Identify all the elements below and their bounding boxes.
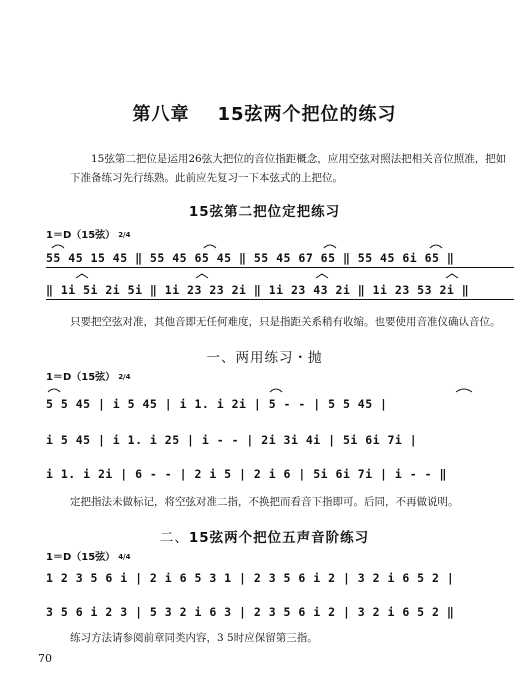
section1-note: 只要把空弦对准，其他音即无任何难度，只是指距关系稍有收缩。也要使用音准仪确认音位。 — [70, 316, 501, 328]
section2-row1-marks — [46, 384, 514, 394]
section3-meter: 4/4 — [118, 553, 131, 561]
section1-title: 15弦第二把位定把练习 — [188, 204, 341, 220]
section2-title: 一、两用练习・抛 — [206, 350, 323, 366]
section2-staff-row-2: i 5 45 | i 1. i 25 | i - - | 2i 3i 4i | 5i 6i 7i | — [46, 433, 418, 447]
section1-meter: 2/4 — [118, 231, 131, 239]
chapter-title — [0, 100, 529, 126]
section2-staff-row-3: i 1. i 2i | 6 - - | 2 i 5 | 2 i 6 | 5i 6i 7i | i - - ‖ — [46, 467, 447, 481]
section1-staff-row-2: ‖ 1i 5i 2i 5i ‖ 1i 23 23 2i ‖ 1i 23 43 2i ‖ 1i 23 53 2i ‖ — [46, 280, 514, 300]
section2-key: 1＝D（15弦） 2/4 — [46, 372, 131, 383]
section3-key: 1＝D（15弦） 4/4 — [46, 552, 131, 563]
ornament-marks — [46, 270, 514, 280]
page-number: 70 — [38, 652, 52, 665]
section1-staff-row-1: 55 45 15 45 ‖ 55 45 65 45 ‖ 55 45 67 65 ‖ 55 45 6i 65 ‖ — [46, 248, 514, 268]
section3-staff-row-2: 3 5 6 i 2 3 | 5 3 2 i 6 3 | 2 3 5 6 i 2 | 3 2 i 6 5 2 ‖ — [46, 605, 455, 619]
section2-meter: 2/4 — [118, 373, 131, 381]
section3-staff-row-1: 1 2 3 5 6 i | 2 i 6 5 3 1 | 2 3 5 6 i 2 | 3 2 i 6 5 2 | — [46, 571, 455, 585]
intro-paragraph: 15弦第二把位是运用26弦大把位的音位指距概念，应用空弦对照法把相关音位照准，把如下准备练习先行练熟。此前应先复习一下本弦式的上把位。 — [70, 153, 507, 184]
ornament-marks — [46, 384, 514, 394]
section1-key: 1＝D（15弦） 2/4 — [46, 230, 131, 241]
section3-note: 练习方法请参阅前章同类内容，3 5时应保留第三指。 — [70, 632, 318, 644]
chapter-title-text: 15弦两个把位的练习 — [217, 104, 397, 125]
section1-row2-marks — [46, 270, 514, 280]
section2-note: 定把指法未做标记，将空弦对准二指，不换把而看音下指即可。后同，不再做说明。 — [70, 496, 459, 508]
section3-title: 二、15弦两个把位五声音阶练习 — [159, 530, 370, 546]
chapter-number: 第八章 — [132, 104, 190, 125]
section2-staff-row-1: 5 5 45 | i 5 45 | i 1. i 2i | 5 - - | 5 5 45 | — [46, 397, 388, 411]
